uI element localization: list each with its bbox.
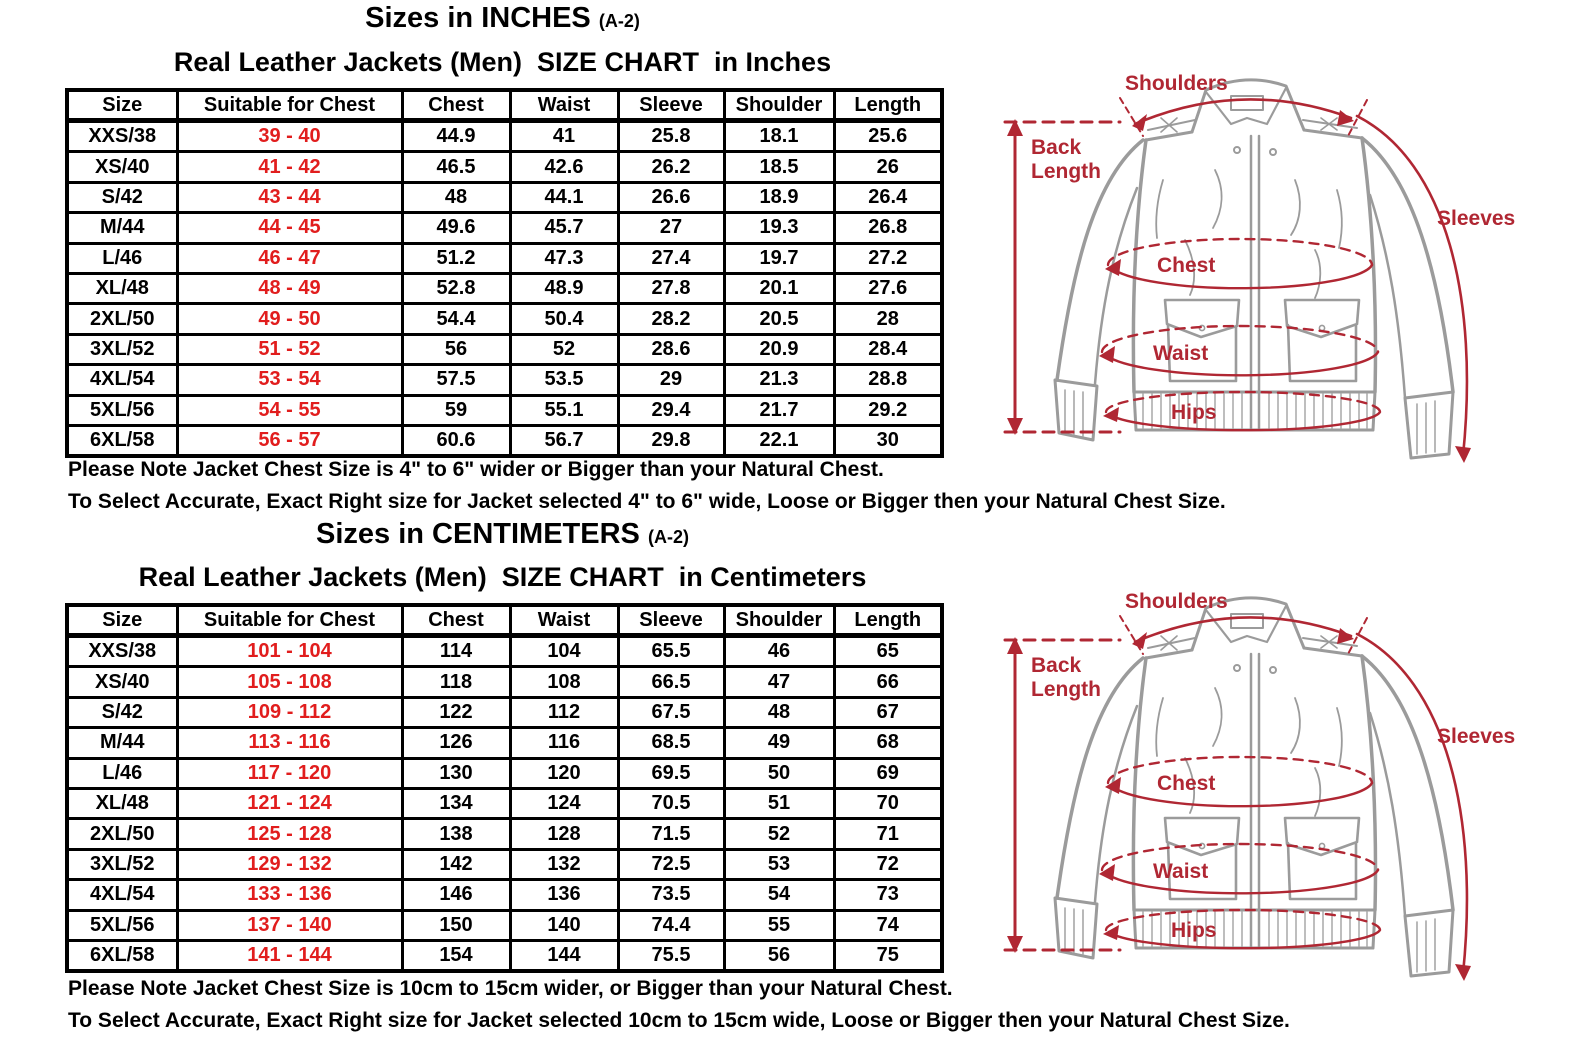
value-cell: 67.5 xyxy=(618,697,724,727)
table-row xyxy=(67,243,942,273)
value-cell: 146 xyxy=(402,880,510,910)
table-row xyxy=(67,697,942,727)
column-header: Shoulder xyxy=(724,90,834,121)
value-cell: 53 xyxy=(724,849,834,879)
size-cell: XS/40 xyxy=(67,152,177,182)
cm-title: Sizes in CENTIMETERS (A-2) xyxy=(316,518,689,550)
value-cell: 117 - 120 xyxy=(177,758,402,788)
size-cell: XXS/38 xyxy=(67,121,177,152)
value-cell: 28.2 xyxy=(618,304,724,334)
size-cell: XL/48 xyxy=(67,788,177,818)
value-cell: 49 xyxy=(724,728,834,758)
value-cell: 41 xyxy=(510,121,618,152)
jacket-diagram-cm xyxy=(985,578,1580,1003)
value-cell: 53.5 xyxy=(510,365,618,395)
table-row xyxy=(67,910,942,940)
inches-subtitle: Real Leather Jackets (Men) SIZE CHART in Inches xyxy=(173,47,832,77)
size-table-cm xyxy=(65,603,944,973)
value-cell: 21.7 xyxy=(724,395,834,425)
value-cell: 66 xyxy=(834,667,942,697)
value-cell: 26.4 xyxy=(834,182,942,212)
value-cell: 29.2 xyxy=(834,395,942,425)
value-cell: 54.4 xyxy=(402,304,510,334)
value-cell: 126 xyxy=(402,728,510,758)
value-cell: 50.4 xyxy=(510,304,618,334)
value-cell: 51 - 52 xyxy=(177,334,402,364)
value-cell: 27.6 xyxy=(834,273,942,303)
value-cell: 55.1 xyxy=(510,395,618,425)
value-cell: 129 - 132 xyxy=(177,849,402,879)
value-cell: 121 - 124 xyxy=(177,788,402,818)
value-cell: 54 - 55 xyxy=(177,395,402,425)
value-cell: 59 xyxy=(402,395,510,425)
size-cell: L/46 xyxy=(67,758,177,788)
value-cell: 55 xyxy=(724,910,834,940)
column-header: Waist xyxy=(510,90,618,121)
value-cell: 122 xyxy=(402,697,510,727)
value-cell: 154 xyxy=(402,940,510,971)
value-cell: 39 - 40 xyxy=(177,121,402,152)
size-cell: XXS/38 xyxy=(67,636,177,667)
cm-note-2: To Select Accurate, Exact Right size for Jacket selected 10cm to 15cm wide, Loose or Bigger then your Natural Chest Size. xyxy=(68,1009,1290,1032)
table-row xyxy=(67,182,942,212)
value-cell: 18.9 xyxy=(724,182,834,212)
value-cell: 52 xyxy=(724,819,834,849)
value-cell: 48 xyxy=(724,697,834,727)
table-row xyxy=(67,425,942,456)
column-header: Shoulder xyxy=(724,605,834,636)
value-cell: 45.7 xyxy=(510,213,618,243)
value-cell: 68.5 xyxy=(618,728,724,758)
size-cell: 3XL/52 xyxy=(67,334,177,364)
value-cell: 53 - 54 xyxy=(177,365,402,395)
column-header: Suitable for Chest xyxy=(177,605,402,636)
value-cell: 73.5 xyxy=(618,880,724,910)
value-cell: 71.5 xyxy=(618,819,724,849)
value-cell: 29.8 xyxy=(618,425,724,456)
inches-note-2: To Select Accurate, Exact Right size for Jacket selected 4" to 6" wide, Loose or Bigger then your Natural Chest Size. xyxy=(68,490,1226,513)
table-row xyxy=(67,728,942,758)
value-cell: 28.4 xyxy=(834,334,942,364)
value-cell: 27.2 xyxy=(834,243,942,273)
value-cell: 56 - 57 xyxy=(177,425,402,456)
value-cell: 68 xyxy=(834,728,942,758)
value-cell: 22.1 xyxy=(724,425,834,456)
column-header: Length xyxy=(834,90,942,121)
back-length-label-line1: Back xyxy=(1031,654,1082,677)
value-cell: 30 xyxy=(834,425,942,456)
value-cell: 46 - 47 xyxy=(177,243,402,273)
value-cell: 113 - 116 xyxy=(177,728,402,758)
value-cell: 52 xyxy=(510,334,618,364)
waist-label: Waist xyxy=(1153,860,1209,883)
value-cell: 44.9 xyxy=(402,121,510,152)
value-cell: 69 xyxy=(834,758,942,788)
cm-note-1: Please Note Jacket Chest Size is 10cm to 15cm wider, or Bigger than your Natural Chest. xyxy=(68,977,953,1000)
value-cell: 132 xyxy=(510,849,618,879)
value-cell: 150 xyxy=(402,910,510,940)
value-cell: 74.4 xyxy=(618,910,724,940)
value-cell: 112 xyxy=(510,697,618,727)
value-cell: 27.8 xyxy=(618,273,724,303)
back-length-label-line1: Back xyxy=(1031,136,1082,159)
value-cell: 19.3 xyxy=(724,213,834,243)
value-cell: 46 xyxy=(724,636,834,667)
value-cell: 116 xyxy=(510,728,618,758)
value-cell: 130 xyxy=(402,758,510,788)
value-cell: 52.8 xyxy=(402,273,510,303)
cm-subtitle: Real Leather Jackets (Men) SIZE CHART in Centimeters xyxy=(138,562,867,592)
column-header: Size xyxy=(67,90,177,121)
hips-label: Hips xyxy=(1171,401,1217,424)
column-header: Chest xyxy=(402,90,510,121)
value-cell: 75.5 xyxy=(618,940,724,971)
column-header: Suitable for Chest xyxy=(177,90,402,121)
inches-title: Sizes in INCHES (A-2) xyxy=(365,2,640,34)
value-cell: 26 xyxy=(834,152,942,182)
value-cell: 44.1 xyxy=(510,182,618,212)
value-cell: 56 xyxy=(724,940,834,971)
value-cell: 44 - 45 xyxy=(177,213,402,243)
value-cell: 48.9 xyxy=(510,273,618,303)
column-header: Sleeve xyxy=(618,90,724,121)
value-cell: 73 xyxy=(834,880,942,910)
value-cell: 28.8 xyxy=(834,365,942,395)
value-cell: 70.5 xyxy=(618,788,724,818)
value-cell: 125 - 128 xyxy=(177,819,402,849)
size-cell: 2XL/50 xyxy=(67,304,177,334)
sleeves-label: Sleeves xyxy=(1437,207,1516,230)
value-cell: 66.5 xyxy=(618,667,724,697)
value-cell: 67 xyxy=(834,697,942,727)
table-row xyxy=(67,152,942,182)
value-cell: 18.5 xyxy=(724,152,834,182)
size-cell: M/44 xyxy=(67,213,177,243)
value-cell: 49 - 50 xyxy=(177,304,402,334)
value-cell: 140 xyxy=(510,910,618,940)
table-row xyxy=(67,395,942,425)
table-header-row xyxy=(67,605,942,636)
value-cell: 27 xyxy=(618,213,724,243)
size-cell: S/42 xyxy=(67,697,177,727)
value-cell: 19.7 xyxy=(724,243,834,273)
value-cell: 133 - 136 xyxy=(177,880,402,910)
value-cell: 51 xyxy=(724,788,834,818)
size-cell: XL/48 xyxy=(67,273,177,303)
value-cell: 47 xyxy=(724,667,834,697)
value-cell: 108 xyxy=(510,667,618,697)
value-cell: 18.1 xyxy=(724,121,834,152)
value-cell: 29 xyxy=(618,365,724,395)
size-cell: 2XL/50 xyxy=(67,819,177,849)
value-cell: 51.2 xyxy=(402,243,510,273)
shoulders-label: Shoulders xyxy=(1125,72,1228,95)
value-cell: 70 xyxy=(834,788,942,818)
value-cell: 54 xyxy=(724,880,834,910)
size-cell: 6XL/58 xyxy=(67,940,177,971)
size-table-inches xyxy=(65,88,944,458)
back-length-label-line2: Length xyxy=(1031,678,1101,701)
value-cell: 48 - 49 xyxy=(177,273,402,303)
column-header: Sleeve xyxy=(618,605,724,636)
value-cell: 43 - 44 xyxy=(177,182,402,212)
jacket-sketch xyxy=(985,60,1580,480)
column-header: Waist xyxy=(510,605,618,636)
value-cell: 26.6 xyxy=(618,182,724,212)
size-cell: 3XL/52 xyxy=(67,849,177,879)
table-row xyxy=(67,819,942,849)
value-cell: 20.1 xyxy=(724,273,834,303)
back-length-label-line2: Length xyxy=(1031,160,1101,183)
value-cell: 50 xyxy=(724,758,834,788)
value-cell: 29.4 xyxy=(618,395,724,425)
value-cell: 27.4 xyxy=(618,243,724,273)
value-cell: 42.6 xyxy=(510,152,618,182)
value-cell: 56.7 xyxy=(510,425,618,456)
value-cell: 104 xyxy=(510,636,618,667)
table-row xyxy=(67,667,942,697)
column-header: Chest xyxy=(402,605,510,636)
value-cell: 105 - 108 xyxy=(177,667,402,697)
value-cell: 20.5 xyxy=(724,304,834,334)
column-header: Length xyxy=(834,605,942,636)
value-cell: 26.2 xyxy=(618,152,724,182)
value-cell: 26.8 xyxy=(834,213,942,243)
value-cell: 21.3 xyxy=(724,365,834,395)
value-cell: 72.5 xyxy=(618,849,724,879)
value-cell: 128 xyxy=(510,819,618,849)
size-cell: 4XL/54 xyxy=(67,365,177,395)
table-row xyxy=(67,213,942,243)
inches-note-1: Please Note Jacket Chest Size is 4" to 6" wider or Bigger than your Natural Chest. xyxy=(68,458,884,481)
table-row xyxy=(67,880,942,910)
value-cell: 74 xyxy=(834,910,942,940)
table-header-row xyxy=(67,90,942,121)
value-cell: 75 xyxy=(834,940,942,971)
jacket-diagram-inches xyxy=(985,60,1580,485)
value-cell: 65 xyxy=(834,636,942,667)
value-cell: 114 xyxy=(402,636,510,667)
value-cell: 118 xyxy=(402,667,510,697)
value-cell: 48 xyxy=(402,182,510,212)
size-cell: 6XL/58 xyxy=(67,425,177,456)
value-cell: 56 xyxy=(402,334,510,364)
size-cell: M/44 xyxy=(67,728,177,758)
table-row xyxy=(67,304,942,334)
inches-title-suffix: (A-2) xyxy=(598,11,640,31)
table-row xyxy=(67,758,942,788)
table-row xyxy=(67,121,942,152)
table-row xyxy=(67,365,942,395)
table-row xyxy=(67,273,942,303)
value-cell: 65.5 xyxy=(618,636,724,667)
column-header: Size xyxy=(67,605,177,636)
value-cell: 28 xyxy=(834,304,942,334)
table-row xyxy=(67,334,942,364)
shoulders-label: Shoulders xyxy=(1125,590,1228,613)
value-cell: 46.5 xyxy=(402,152,510,182)
size-cell: 5XL/56 xyxy=(67,910,177,940)
table-row xyxy=(67,849,942,879)
value-cell: 136 xyxy=(510,880,618,910)
value-cell: 57.5 xyxy=(402,365,510,395)
value-cell: 120 xyxy=(510,758,618,788)
jacket-sketch xyxy=(985,578,1580,998)
value-cell: 144 xyxy=(510,940,618,971)
table-row xyxy=(67,940,942,971)
value-cell: 109 - 112 xyxy=(177,697,402,727)
sleeves-label: Sleeves xyxy=(1437,725,1516,748)
value-cell: 28.6 xyxy=(618,334,724,364)
value-cell: 47.3 xyxy=(510,243,618,273)
value-cell: 141 - 144 xyxy=(177,940,402,971)
value-cell: 101 - 104 xyxy=(177,636,402,667)
size-cell: 5XL/56 xyxy=(67,395,177,425)
value-cell: 71 xyxy=(834,819,942,849)
value-cell: 41 - 42 xyxy=(177,152,402,182)
value-cell: 134 xyxy=(402,788,510,818)
size-cell: XS/40 xyxy=(67,667,177,697)
value-cell: 138 xyxy=(402,819,510,849)
size-cell: L/46 xyxy=(67,243,177,273)
value-cell: 137 - 140 xyxy=(177,910,402,940)
waist-label: Waist xyxy=(1153,342,1209,365)
chest-label: Chest xyxy=(1157,254,1216,277)
chest-label: Chest xyxy=(1157,772,1216,795)
value-cell: 49.6 xyxy=(402,213,510,243)
value-cell: 20.9 xyxy=(724,334,834,364)
value-cell: 69.5 xyxy=(618,758,724,788)
value-cell: 25.6 xyxy=(834,121,942,152)
value-cell: 124 xyxy=(510,788,618,818)
size-cell: 4XL/54 xyxy=(67,880,177,910)
size-cell: S/42 xyxy=(67,182,177,212)
value-cell: 72 xyxy=(834,849,942,879)
hips-label: Hips xyxy=(1171,919,1217,942)
value-cell: 25.8 xyxy=(618,121,724,152)
table-row xyxy=(67,636,942,667)
table-row xyxy=(67,788,942,818)
value-cell: 142 xyxy=(402,849,510,879)
cm-title-suffix: (A-2) xyxy=(647,527,689,547)
value-cell: 60.6 xyxy=(402,425,510,456)
